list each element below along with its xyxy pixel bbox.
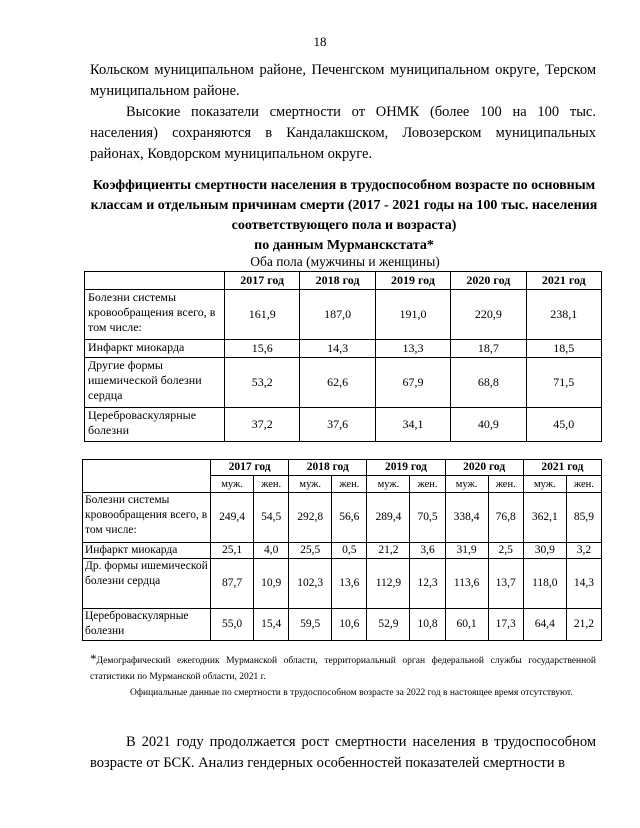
row-label: Инфаркт миокарда (85, 340, 225, 358)
footnote-note: Официальные данные по смертности в трудоспособном возрасте за 2022 год в настоящее время отсутствуют. (130, 688, 573, 698)
table-cell: 37,6 (300, 408, 375, 442)
paragraph-2: Высокие показатели смертности от ОНМК (более 100 на 100 тыс. населения) сохраняются в Кандалакшском, Ловозерском муниципальных районах, Ковдорском муниципальном округе. (90, 104, 596, 162)
table-cell: 187,0 (300, 290, 375, 340)
paragraph-1: Кольском муниципальном районе, Печенгском муниципальном округе, Терском муниципальном районе. (90, 62, 596, 99)
footnote-star: * (90, 651, 97, 666)
table-cell: 18,5 (526, 340, 601, 358)
row-label: Другие формы ишемической болезни сердца (85, 358, 225, 408)
table-cell: 56,6 (332, 493, 367, 543)
table-cell: 13,3 (375, 340, 450, 358)
row-label: Инфаркт миокарда (83, 543, 211, 559)
table-cell: 87,7 (211, 559, 254, 609)
table-cell: 76,8 (488, 493, 523, 543)
table-title-main: Коэффициенты смертности населения в трудоспособном возрасте по основным классам и отдельным причинам смерти (2017 - 2021 годы на 100 тыс. населения соответствующего пола и возраста) (90, 178, 598, 233)
table-cell: 21,2 (367, 543, 410, 559)
row-label: Болезни системы кровообращения всего, в том числе: (85, 290, 225, 340)
row-label: Цереброваскулярные болезни (85, 408, 225, 442)
header-male: муж. (367, 476, 410, 493)
table-cell: 25,5 (289, 543, 332, 559)
header-year: 2017 год (225, 272, 300, 290)
header-female: жен. (566, 476, 601, 493)
table-cell: 220,9 (451, 290, 526, 340)
table-cell: 62,6 (300, 358, 375, 408)
table-cell: 10,8 (410, 609, 445, 641)
header-male: муж. (445, 476, 488, 493)
table-cell: 71,5 (526, 358, 601, 408)
table-cell: 40,9 (451, 408, 526, 442)
table-cell: 289,4 (367, 493, 410, 543)
table-header-row (85, 272, 602, 290)
table-cell: 191,0 (375, 290, 450, 340)
table-cell: 15,4 (254, 609, 289, 641)
table-cell: 13,6 (332, 559, 367, 609)
table-cell: 59,5 (289, 609, 332, 641)
table-cell: 12,3 (410, 559, 445, 609)
header-year: 2020 год (451, 272, 526, 290)
table-title (84, 176, 604, 256)
table-cell: 53,2 (225, 358, 300, 408)
table-cell: 18,7 (451, 340, 526, 358)
table-cell: 0,5 (332, 543, 367, 559)
table-row (85, 408, 602, 442)
table-cell: 238,1 (526, 290, 601, 340)
footnote-text: Демографический ежегодник Мурманской области, территориальный орган федеральной службы государственной статистики по Мурманской области, 2021 г. (90, 656, 596, 682)
table-cell: 52,9 (367, 609, 410, 641)
table-cell: 85,9 (566, 493, 601, 543)
table-row (83, 609, 602, 641)
header-year: 2019 год (375, 272, 450, 290)
table-cell: 112,9 (367, 559, 410, 609)
table-cell: 17,3 (488, 609, 523, 641)
footnote (90, 651, 596, 685)
table-row (85, 290, 602, 340)
header-male: муж. (289, 476, 332, 493)
header-female: жен. (410, 476, 445, 493)
table-header-row (83, 460, 602, 476)
table-both-sexes (84, 271, 602, 442)
table-cell: 161,9 (225, 290, 300, 340)
table-cell: 60,1 (445, 609, 488, 641)
table-cell: 45,0 (526, 408, 601, 442)
table-cell: 14,3 (300, 340, 375, 358)
table-cell: 55,0 (211, 609, 254, 641)
table-row (83, 493, 602, 543)
header-empty (83, 460, 211, 493)
header-female: жен. (332, 476, 367, 493)
table-cell: 54,5 (254, 493, 289, 543)
table-title-source: по данным Мурманскстата* (254, 238, 434, 253)
table-cell: 13,7 (488, 559, 523, 609)
table-cell: 30,9 (523, 543, 566, 559)
page-number: 18 (313, 34, 327, 49)
table-cell: 15,6 (225, 340, 300, 358)
header-year: 2021 год (526, 272, 601, 290)
table-cell: 2,5 (488, 543, 523, 559)
table-cell: 10,9 (254, 559, 289, 609)
table-row (85, 340, 602, 358)
table-cell: 249,4 (211, 493, 254, 543)
table-cell: 102,3 (289, 559, 332, 609)
table-cell: 68,8 (451, 358, 526, 408)
header-empty (85, 272, 225, 290)
table-cell: 338,4 (445, 493, 488, 543)
table-subtitle: Оба пола (мужчины и женщины) (250, 254, 440, 269)
table-row (83, 543, 602, 559)
header-year: 2018 год (289, 460, 367, 476)
row-label: Болезни системы кровообращения всего, в том числе: (83, 493, 211, 543)
table-cell: 3,6 (410, 543, 445, 559)
table-by-sex (82, 459, 602, 641)
table-cell: 362,1 (523, 493, 566, 543)
header-year: 2018 год (300, 272, 375, 290)
table-cell: 67,9 (375, 358, 450, 408)
table-cell: 3,2 (566, 543, 601, 559)
header-male: муж. (523, 476, 566, 493)
paragraph-3: В 2021 году продолжается рост смертности населения в трудоспособном возрасте от БСК. Анализ гендерных особенностей показателей смертности в (90, 734, 596, 771)
row-label: Др. формы ишемической болезни сердца (83, 559, 211, 609)
table-cell: 14,3 (566, 559, 601, 609)
header-year: 2019 год (367, 460, 445, 476)
header-year: 2020 год (445, 460, 523, 476)
header-male: муж. (211, 476, 254, 493)
table-cell: 70,5 (410, 493, 445, 543)
table-cell: 4,0 (254, 543, 289, 559)
header-year: 2017 год (211, 460, 289, 476)
row-label: Цереброваскулярные болезни (83, 609, 211, 641)
table-cell: 118,0 (523, 559, 566, 609)
table-cell: 64,4 (523, 609, 566, 641)
table-cell: 31,9 (445, 543, 488, 559)
table-cell: 34,1 (375, 408, 450, 442)
table-cell: 25,1 (211, 543, 254, 559)
header-female: жен. (254, 476, 289, 493)
table-cell: 113,6 (445, 559, 488, 609)
table-cell: 21,2 (566, 609, 601, 641)
table-cell: 37,2 (225, 408, 300, 442)
header-female: жен. (488, 476, 523, 493)
table-row (85, 358, 602, 408)
table-cell: 10,6 (332, 609, 367, 641)
header-year: 2021 год (523, 460, 601, 476)
table-row (83, 559, 602, 609)
table-cell: 292,8 (289, 493, 332, 543)
